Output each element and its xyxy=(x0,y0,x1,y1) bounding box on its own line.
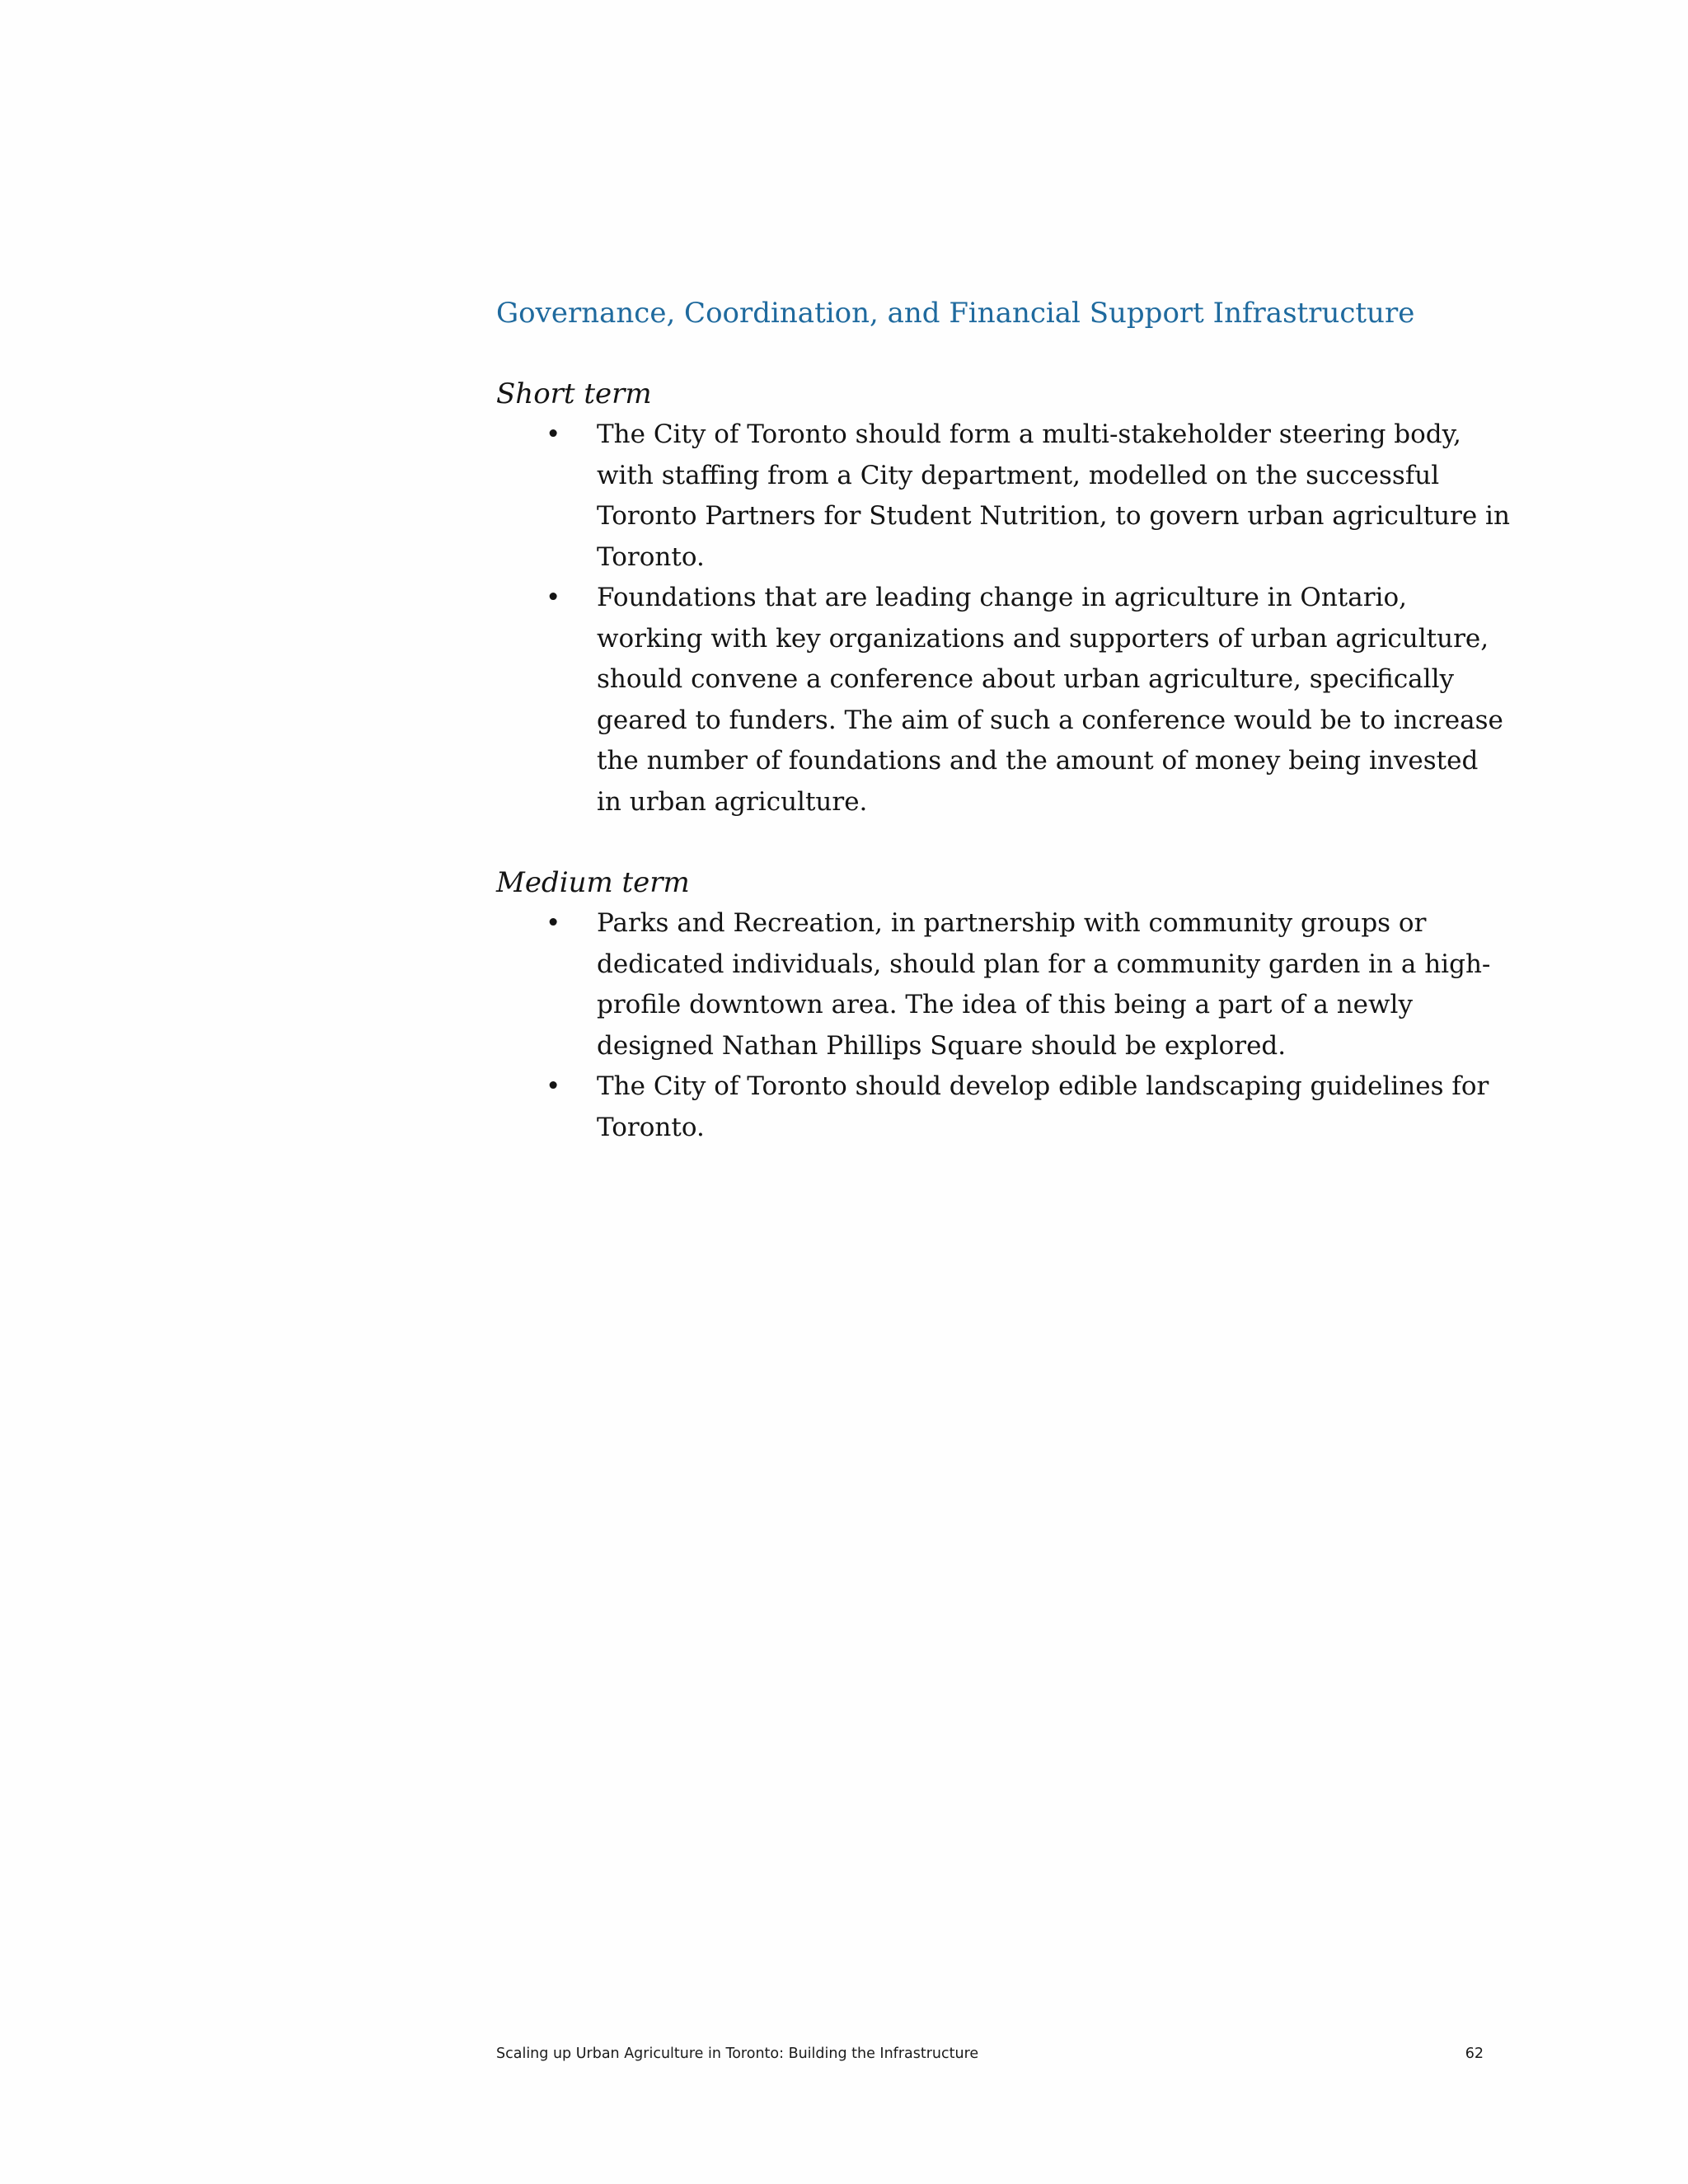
bullet-icon: • xyxy=(546,419,561,449)
list-item-text: The City of Toronto should develop edible landscaping guidelines for Toronto. xyxy=(597,1071,1489,1142)
page-footer xyxy=(496,2042,1484,2065)
list-item xyxy=(496,903,1510,1066)
footer-title: Scaling up Urban Agriculture in Toronto: Building the Infrastructure xyxy=(496,2046,979,2062)
medium-term-list xyxy=(496,903,1510,1148)
list-item xyxy=(496,415,1510,578)
page-content xyxy=(496,293,1510,1148)
bullet-icon: • xyxy=(546,1071,561,1101)
list-item-text: Parks and Recreation, in partnership with community groups or dedicated individuals, should plan for a community garden in a high-profile downtown area. The idea of this being a part of a newly designed Nathan Phillips Square should be explored. xyxy=(597,908,1491,1061)
short-term-list xyxy=(496,415,1510,823)
list-item-text: The City of Toronto should form a multi-stakeholder steering body, with staffing from a City department, modelled on the successful Toronto Partners for Student Nutrition, to govern urban agriculture in Toronto. xyxy=(597,419,1510,572)
list-item-text: Foundations that are leading change in agriculture in Ontario, working with key organizations and supporters of urban agriculture, should convene a conference about urban agriculture, specifically geared to funders. The aim of such a conference would be to increase the number of foundations and the amount of money being invested in urban agriculture. xyxy=(597,583,1503,817)
section-heading: Governance, Coordination, and Financial Support Infrastructure xyxy=(496,297,1415,330)
list-item xyxy=(496,1066,1510,1148)
bullet-icon: • xyxy=(546,908,561,938)
short-term-label: Short term xyxy=(496,377,652,410)
page-number: 62 xyxy=(1465,2046,1484,2062)
bullet-icon: • xyxy=(546,583,561,612)
list-item xyxy=(496,578,1510,823)
medium-term-label: Medium term xyxy=(496,866,690,899)
